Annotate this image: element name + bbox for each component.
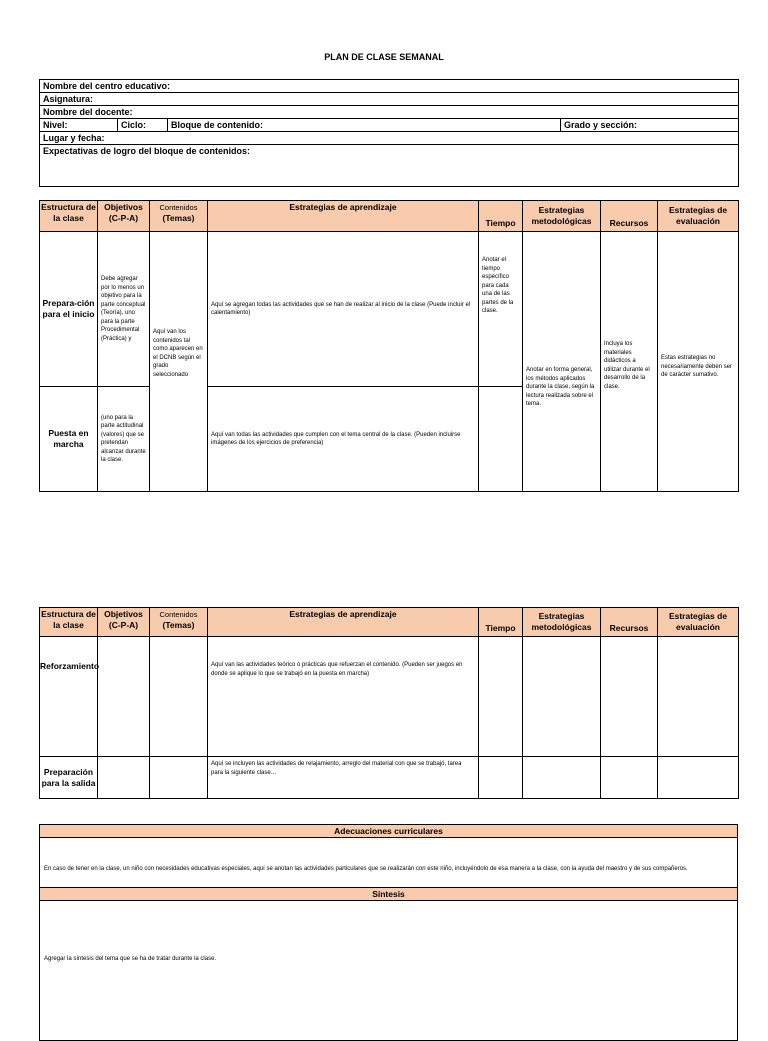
stage-preparacion-salida: Preparación para la salida (40, 757, 98, 799)
lugar-field: Lugar y fecha: (40, 132, 739, 145)
tiempo-cell-2 (479, 387, 523, 492)
recursos-cell-4 (601, 757, 658, 799)
evaluacion-cell-4 (658, 757, 739, 799)
header-estrategias-metodologicas-2: Estrategias metodológicas (523, 608, 601, 637)
adecuaciones-text: En caso de tener en la clase, un niño con necesidades educativas especiales, aquí se anotan las actividades particulares que se realizarán con este niño, incluyéndolo de esa manera a la clase, con la ayuda del maestro y de sus compañeros. (40, 838, 738, 888)
recursos-cell: Incluya los materiales didácticos a utilizar durante el desarrollo de la clase. (601, 232, 658, 492)
evaluacion-cell: Estas estrategias no necesariamente deben ser de carácter sumativo. (658, 232, 739, 492)
aprendizaje-cell-2: Aquí van todas las actividades que cumplen con el tema central de la clase. (Pueden incluirse imágenes de los ejercicios de preferencia) (208, 387, 479, 492)
header-estrategias-aprendizaje-2: Estrategias de aprendizaje (208, 608, 479, 637)
header-estrategias-evaluacion-2: Estrategias de evaluación (658, 608, 739, 637)
docente-field: Nombre del docente: (40, 106, 739, 119)
objetivos-cell-4 (98, 757, 150, 799)
aprendizaje-cell-3: Aquí van las actividades teórico o prácticas que refuerzan el contenido. (Pueden ser juegos en donde se aplique lo que se trabajó en la puesta en marcha) (208, 637, 479, 757)
metodologicas-cell-4 (523, 757, 601, 799)
recursos-cell-3 (601, 637, 658, 757)
contenidos-cell-4 (150, 757, 208, 799)
header-tiempo: Tiempo (479, 201, 523, 232)
document-title: PLAN DE CLASE SEMANAL (324, 52, 444, 62)
aprendizaje-cell-4: Aquí se incluyen las actividades de relajamiento, arreglo del material con que se trabajó, tarea para la siguiente clase… (208, 757, 479, 799)
contenidos-cell: Aquí van los contenidos tal como aparecen en el DCNB según el grado seleccionado (150, 232, 208, 492)
header-recursos-2: Recursos (601, 608, 658, 637)
plan-table-2 (39, 607, 739, 799)
header-estrategias-aprendizaje: Estrategias de aprendizaje (208, 201, 479, 232)
ciclo-field: Ciclo: (118, 119, 168, 132)
asignatura-field: Asignatura: (40, 93, 739, 106)
objetivos-cell-2: (uno para la parte actitudinal (valores) que se pretendan alcanzar durante la clase. (98, 387, 150, 492)
header-estrategias-metodologicas: Estrategias metodológicas (523, 201, 601, 232)
objetivos-cell-3 (98, 637, 150, 757)
header-objetivos-2: Objetivos (C-P-A) (98, 608, 150, 637)
metodologicas-cell: Anotar en forma general, los métodos aplicados durante la clase, según la lectura realizada sobre el tema. (523, 232, 601, 492)
stage-preparacion-inicio: Prepara-ción para el inicio (40, 232, 98, 387)
header-estructura: Estructura de la clase (40, 201, 98, 232)
temas-label: (Temas) (162, 213, 195, 223)
header-contenidos-2 (150, 608, 208, 637)
header-recursos: Recursos (601, 201, 658, 232)
contenidos-label: Contenidos (159, 203, 198, 212)
adecuaciones-table (39, 824, 738, 1041)
info-table (39, 79, 739, 187)
expectativas-field: Expectativas de logro del bloque de contenidos: (40, 145, 739, 187)
header-estructura-2: Estructura de la clase (40, 608, 98, 637)
tiempo-cell-3 (479, 637, 523, 757)
temas-label-2: (Temas) (162, 620, 195, 630)
tiempo-cell: Anotar el tiempo específico para cada una de las partes de la clase. (479, 232, 523, 387)
grado-field: Grado y sección: (561, 119, 739, 132)
evaluacion-cell-3 (658, 637, 739, 757)
metodologicas-cell-3 (523, 637, 601, 757)
stage-reforzamiento: Reforzamiento (40, 637, 98, 757)
header-tiempo-2: Tiempo (479, 608, 523, 637)
contenidos-label-2: Contenidos (159, 610, 198, 619)
nivel-field: Nivel: (40, 119, 118, 132)
adecuaciones-header: Adecuaciones curriculares (40, 825, 738, 838)
aprendizaje-cell-1: Aquí se agregan todas las actividades que se han de realizar al inicio de la clase (Puede incluir el calentamiento) (208, 232, 479, 387)
tiempo-cell-4 (479, 757, 523, 799)
sintesis-header: Síntesis (40, 888, 738, 901)
centro-field: Nombre del centro educativo: (40, 80, 739, 93)
sintesis-text: Agregar la síntesis del tema que se ha de tratar durante la clase. (40, 901, 738, 1041)
header-estrategias-evaluacion: Estrategias de evaluación (658, 201, 739, 232)
plan-table-1 (39, 200, 739, 492)
objetivos-cell-1: Debe agregar por lo menos un objetivo para la parte conceptual (Teoría), uno para la parte Procedimental (Práctica) y (98, 232, 150, 387)
bloque-field: Bloque de contenido: (168, 119, 561, 132)
header-contenidos (150, 201, 208, 232)
contenidos-cell-3 (150, 637, 208, 757)
stage-puesta-en-marcha: Puesta en marcha (40, 387, 98, 492)
header-objetivos: Objetivos (C-P-A) (98, 201, 150, 232)
